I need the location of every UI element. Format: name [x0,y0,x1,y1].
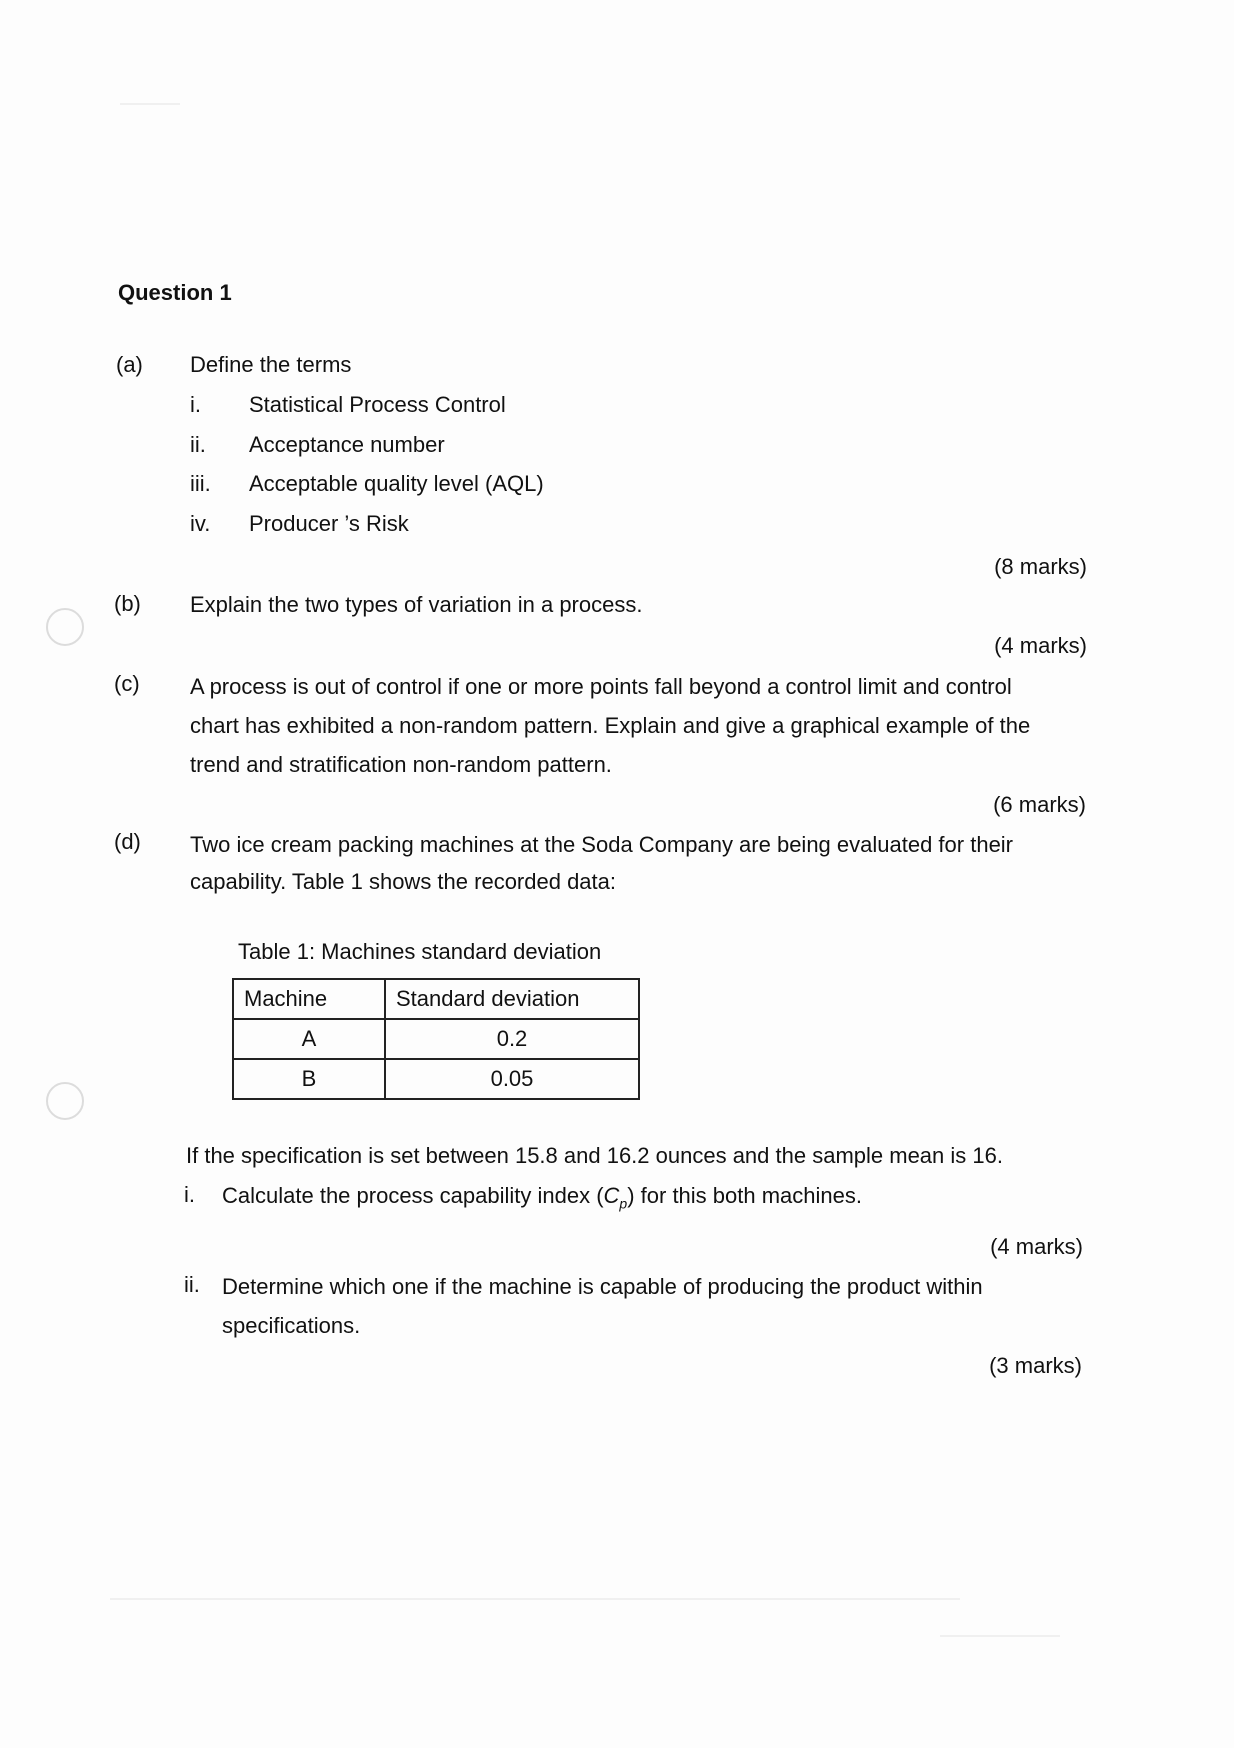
part-a-item-text: Producer ’s Risk [249,511,409,536]
part-d-i-num: i. [184,1182,195,1207]
table-caption: Table 1: Machines standard deviation [238,939,602,964]
part-d-line: Two ice cream packing machines at the Soda Company are being evaluated for their [190,832,1014,857]
cp-symbol [603,1183,628,1212]
part-b-label: (b) [114,591,141,616]
table-cell: B [233,1059,385,1099]
part-c-line: chart has exhibited a non-random pattern. Explain and give a graphical example of the [190,713,1031,738]
table-cell: 0.2 [385,1019,639,1059]
table-row [233,1019,639,1059]
table-header-cell: Machine [233,979,385,1019]
part-a-label: (a) [116,352,143,377]
part-d-i-text [222,1181,862,1218]
punch-hole-mark [46,1082,84,1120]
part-d-i-marks: (4 marks) [990,1234,1083,1259]
part-a-intro: Define the terms [190,352,352,377]
part-b-marks: (4 marks) [994,633,1087,658]
part-c-label: (c) [114,671,140,696]
scan-artifact-line [940,1635,1060,1637]
table-cell: A [233,1019,385,1059]
part-a-item-num: i. [190,392,201,417]
part-d-i-post: ) for this both machines. [627,1183,862,1208]
scan-artifact-line [110,1598,960,1600]
table-header-row [233,979,639,1019]
part-a-marks: (8 marks) [994,554,1087,579]
part-d-ii-marks: (3 marks) [989,1353,1082,1378]
part-c-line: A process is out of control if one or more points fall beyond a control limit and control [190,674,1012,699]
part-c-line: trend and stratification non-random pattern. [190,752,612,777]
part-a-item-text: Statistical Process Control [249,392,506,417]
part-a-item-text: Acceptance number [249,432,445,457]
table-cell: 0.05 [385,1059,639,1099]
part-a-item-text: Acceptable quality level (AQL) [249,471,544,496]
part-a-item-num: iii. [190,471,211,496]
part-d-label: (d) [114,829,141,854]
table-row [233,1059,639,1099]
part-a-item-num: iv. [190,511,211,536]
punch-hole-mark [46,608,84,646]
part-d-ii-num: ii. [184,1272,200,1297]
part-d-ii-line: specifications. [222,1313,361,1338]
part-d-i-pre: Calculate the process capability index ( [222,1183,604,1208]
cp-symbol-subscript: p [619,1195,628,1212]
part-a-item-num: ii. [190,432,206,457]
part-b-text: Explain the two types of variation in a process. [190,592,643,617]
part-c-marks: (6 marks) [993,792,1086,817]
specification-text: If the specification is set between 15.8 and 16.2 ounces and the sample mean is 16. [186,1143,1003,1168]
part-d-line: capability. Table 1 shows the recorded data: [190,869,617,894]
part-d-ii-line: Determine which one if the machine is capable of producing the product within [222,1274,983,1299]
scan-artifact-line [120,103,180,105]
cp-symbol-letter: C [603,1183,620,1208]
question-title: Question 1 [118,280,232,305]
table-header-cell: Standard deviation [385,979,639,1019]
machines-table [232,978,640,1100]
